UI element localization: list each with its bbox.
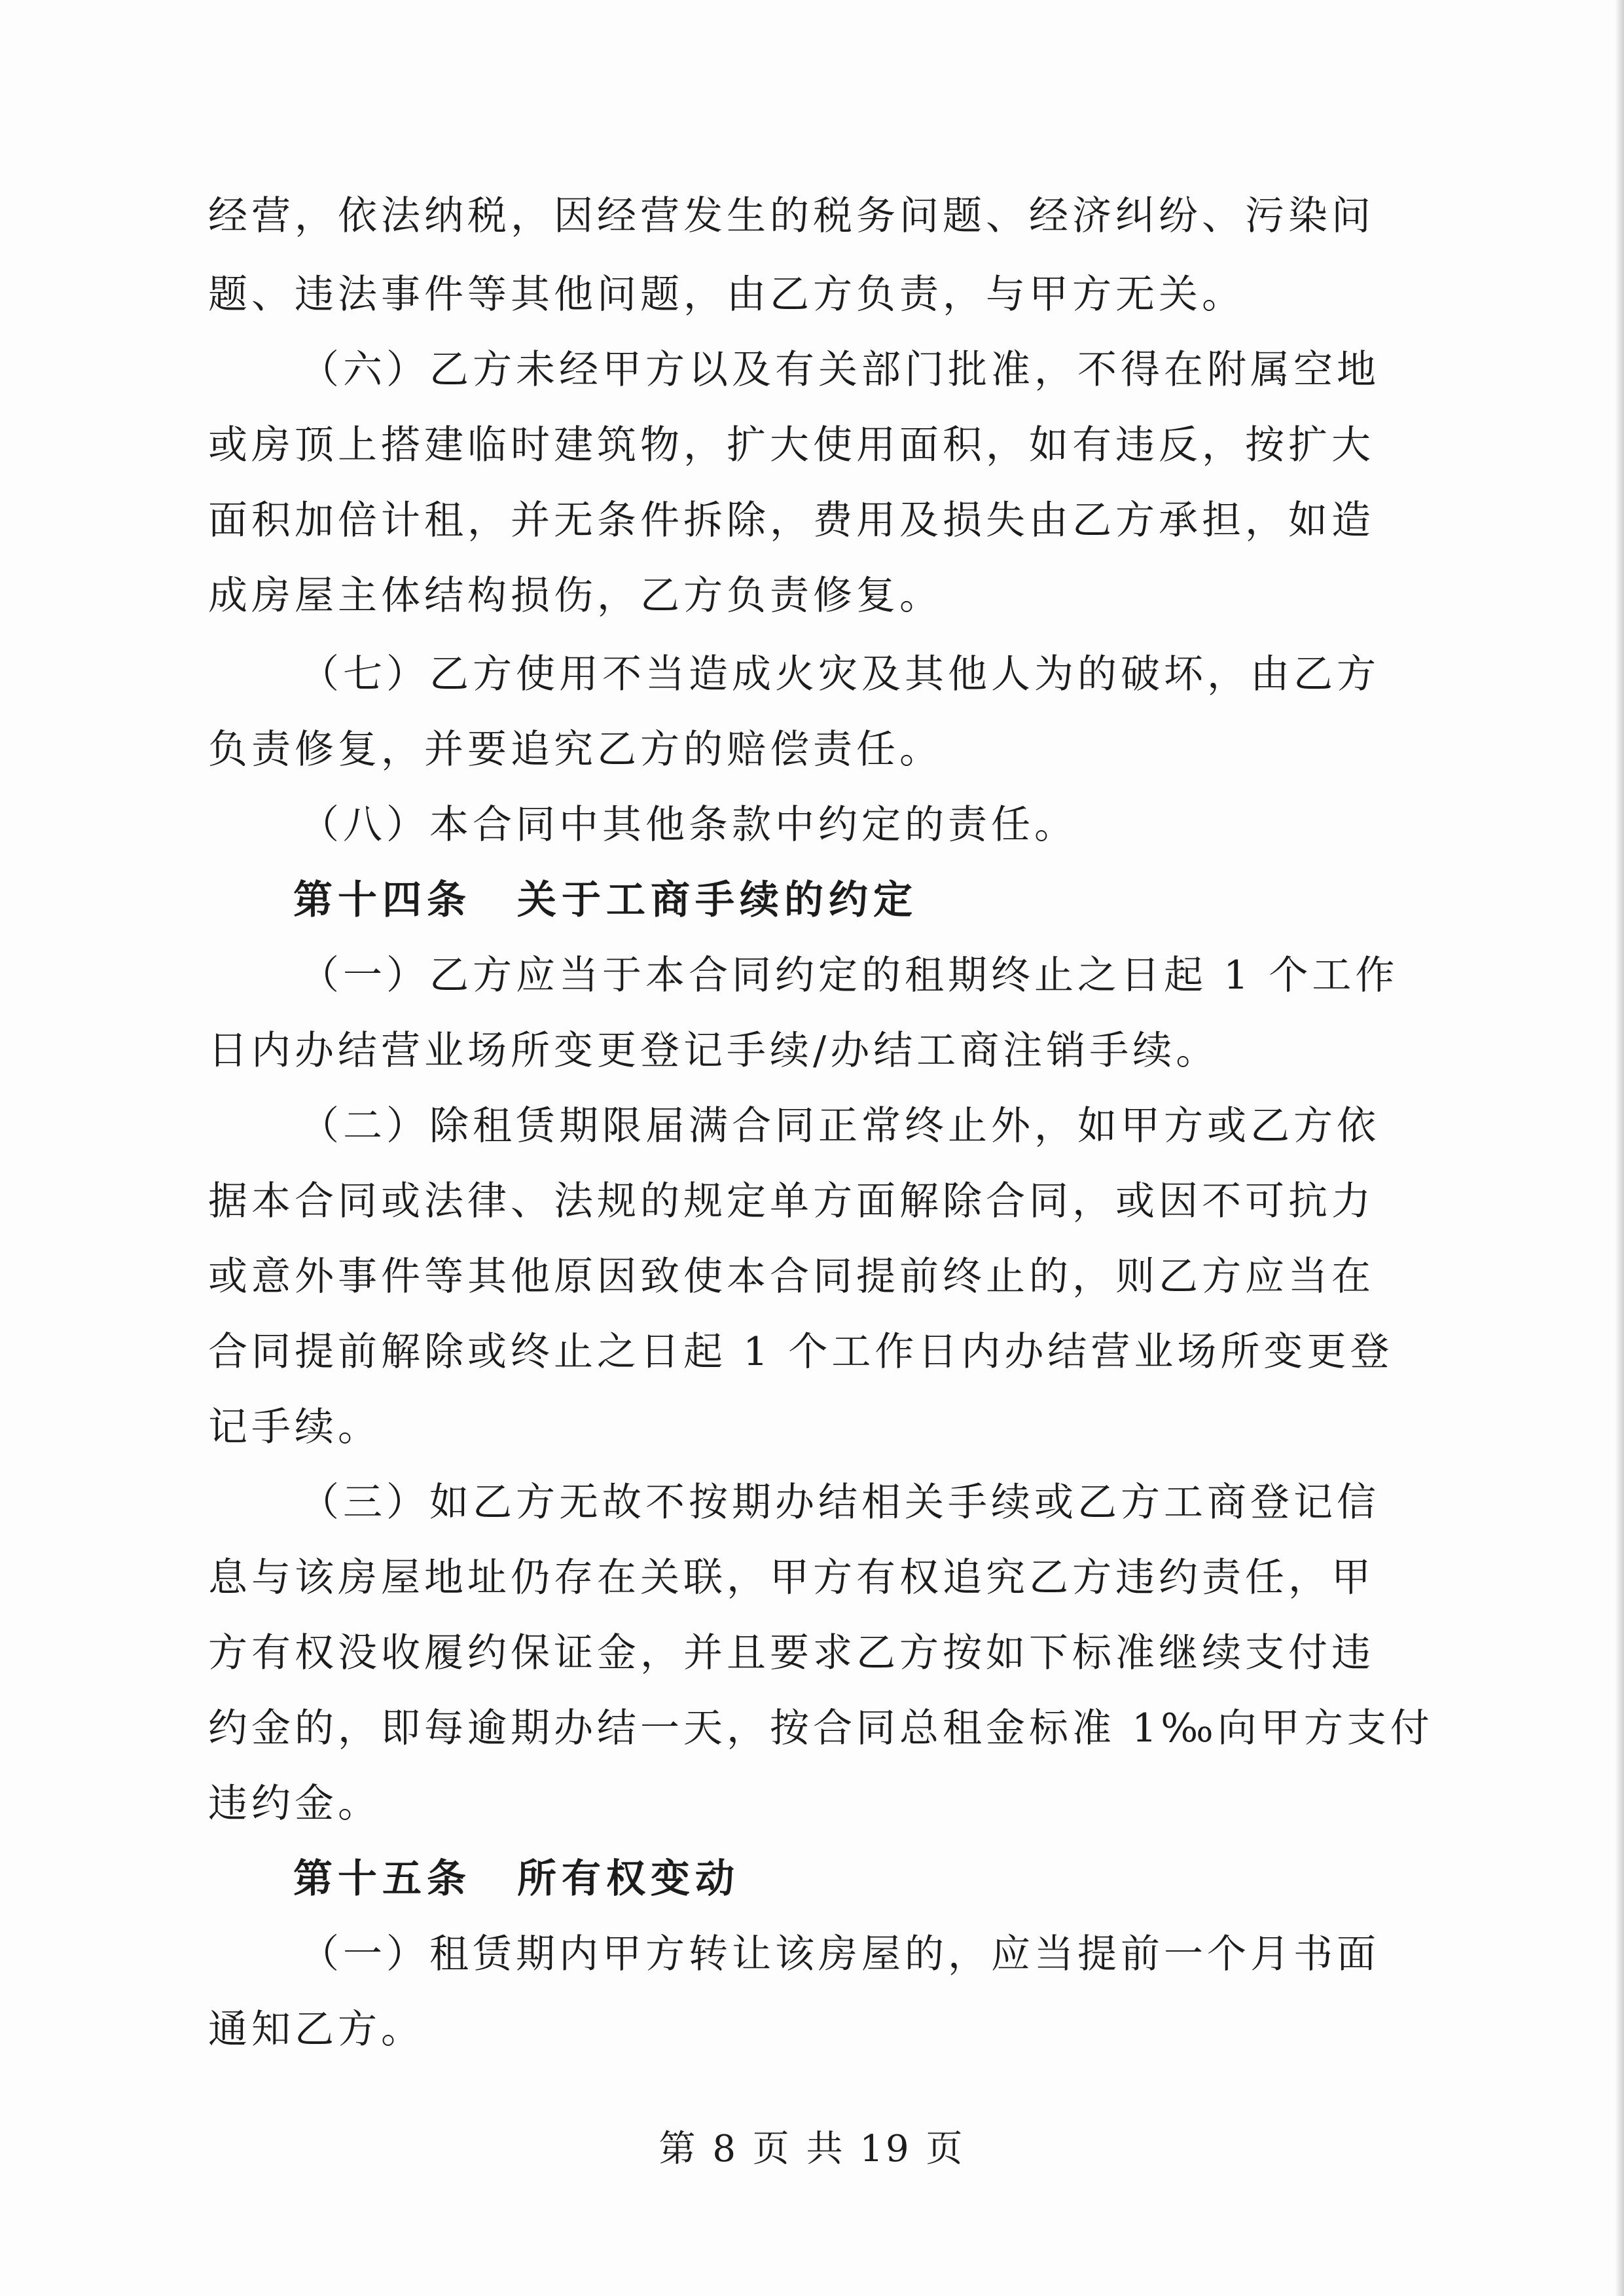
text-line: 日内办结营业场所变更登记手续/办结工商注销手续。	[208, 1028, 1219, 1074]
clause-paragraph-start: （七）乙方使用不当造成火灾及其他人为的破坏，由乙方	[300, 651, 1380, 697]
clause-paragraph-start: （八）本合同中其他条款中约定的责任。	[300, 802, 1077, 848]
article-14-heading	[293, 874, 918, 926]
article-15-heading	[293, 1853, 740, 1905]
scan-edge-shadow	[1615, 0, 1624, 2296]
text-line: 据本合同或法律、法规的规定单方面解除合同，或因不可抗力	[208, 1178, 1375, 1224]
clause-paragraph-start: （一）乙方应当于本合同约定的租期终止之日起 1 个工作	[300, 953, 1399, 998]
text-line: 题、违法事件等其他问题，由乙方负责，与甲方无关。	[208, 272, 1245, 318]
clause-paragraph-start: （六）乙方未经甲方以及有关部门批准，不得在附属空地	[300, 347, 1380, 393]
article-14-number: 第十四条	[293, 877, 471, 923]
page-footer	[0, 2120, 1624, 2172]
article-15-number: 第十五条	[293, 1856, 471, 1902]
text-line: 违约金。	[208, 1781, 381, 1827]
page-number-label: 第 8 页 共 19 页	[659, 2128, 965, 2170]
text-line: 息与该房屋地址仍存在关联，甲方有权追究乙方违约责任，甲	[208, 1555, 1375, 1601]
text-line: 成房屋主体结构损伤，乙方负责修复。	[208, 573, 943, 619]
text-line: 通知乙方。	[208, 2007, 424, 2052]
clause-paragraph-start: （一）租赁期内甲方转让该房屋的，应当提前一个月书面	[300, 1931, 1380, 1977]
text-line: 面积加倍计租，并无条件拆除，费用及损失由乙方承担，如造	[208, 498, 1375, 543]
clause-paragraph-start: （二）除租赁期限届满合同正常终止外，如甲方或乙方依	[300, 1103, 1380, 1149]
article-14-title: 关于工商手续的约定	[517, 877, 918, 923]
text-line: 或房顶上搭建临时建筑物，扩大使用面积，如有违反，按扩大	[208, 422, 1375, 468]
text-line: 或意外事件等其他原因致使本合同提前终止的，则乙方应当在	[208, 1254, 1375, 1300]
text-line: 经营，依法纳税，因经营发生的税务问题、经济纠纷、污染问	[208, 193, 1375, 239]
text-line: 方有权没收履约保证金，并且要求乙方按如下标准继续支付违	[208, 1630, 1375, 1676]
text-line: 记手续。	[208, 1404, 381, 1450]
text-line: 约金的，即每逾期办结一天，按合同总租金标准 1‰向甲方支付	[208, 1705, 1434, 1751]
clause-paragraph-start: （三）如乙方无故不按期办结相关手续或乙方工商登记信	[300, 1480, 1380, 1525]
text-line: 负责修复，并要追究乙方的赔偿责任。	[208, 727, 943, 773]
text-line: 合同提前解除或终止之日起 1 个工作日内办结营业场所变更登	[208, 1329, 1394, 1375]
article-15-title: 所有权变动	[517, 1856, 740, 1902]
